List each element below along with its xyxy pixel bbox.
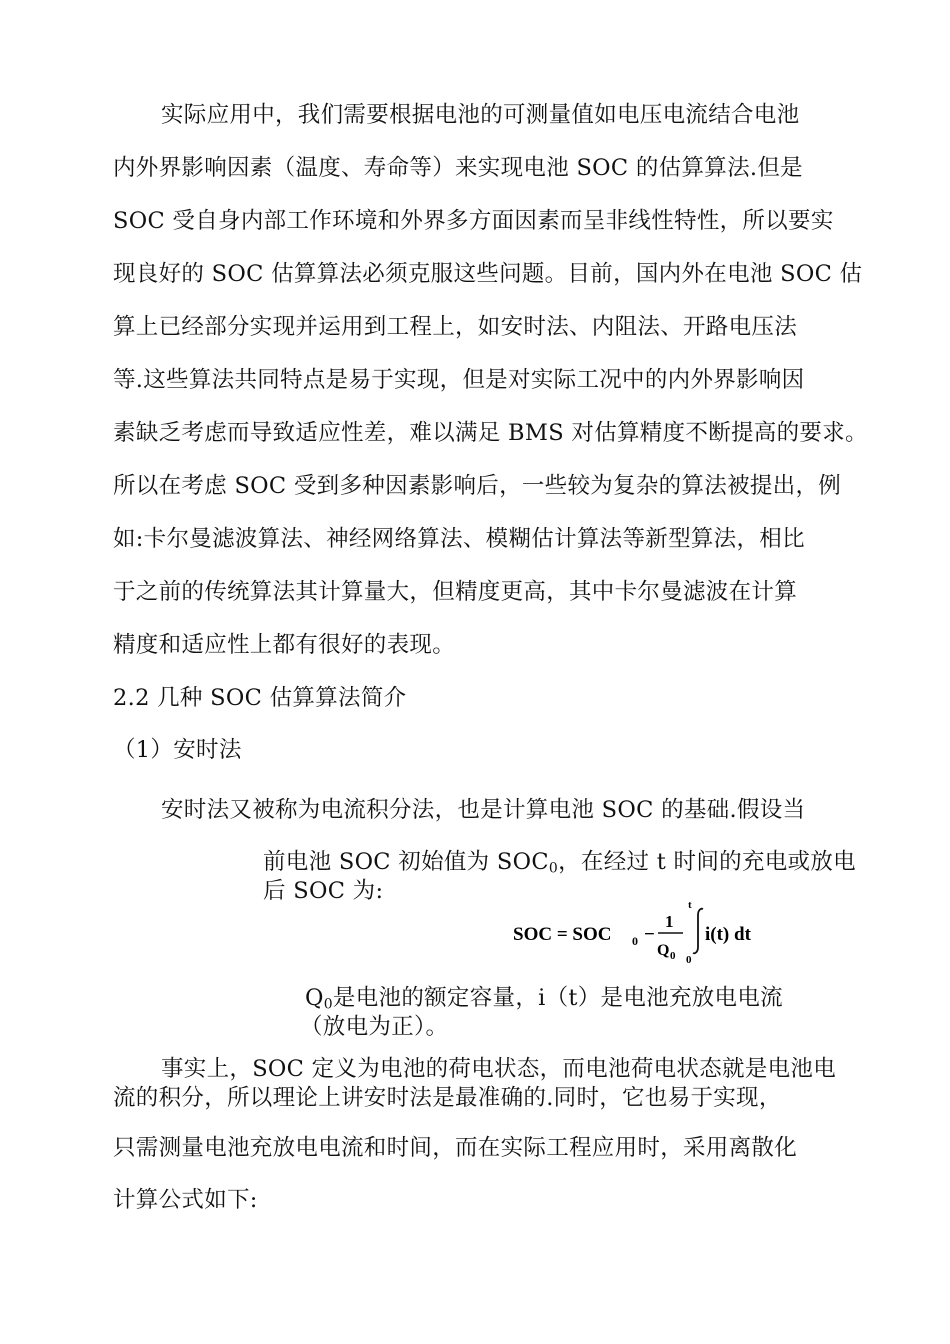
formula-upper-limit: t [688,899,692,911]
integral-sign-icon [693,909,703,954]
note-line-1-text: 是电池的额定容量，i（t）是电池充放电电流 [332,985,783,1011]
formula-denominator-subscript: 0 [670,950,676,962]
paragraph1-line-6: 等.这些算法共同特点是易于实现，但是对实际工况中的内外界影响因 [113,367,805,393]
paragraph3-line-3: 只需测量电池充放电电流和时间，而在实际工程应用时，采用离散化 [113,1135,798,1161]
note-q-symbol: Q [305,985,324,1011]
soc-formula-svg [505,897,780,967]
paragraph3-line-1: 事实上，SOC 定义为电池的荷电状态，而电池荷电状态就是电池电 [161,1056,837,1082]
soc0-subscript: 0 [548,860,559,877]
formula-lhs-subscript: 0 [632,934,638,948]
paragraph1-line-4: 现良好的 SOC 估算算法必须克服这些问题。目前，国内外在电池 SOC 估 [113,261,863,287]
paragraph1-line-1: 实际应用中，我们需要根据电池的可测量值如电压电流结合电池 [161,102,800,128]
subsection-heading: （1）安时法 [113,737,242,763]
soc-formula [505,897,780,967]
paragraph2-line-2-post: ，在经过 t 时间的充电或放电 [558,849,856,875]
formula-lower-limit: 0 [686,954,692,966]
paragraph2-line-3: 后 SOC 为: [263,878,384,904]
section-heading: 2.2 几种 SOC 估算算法简介 [113,685,407,711]
paragraph3-line-2: 流的积分，所以理论上讲安时法是最准确的.同时，它也易于实现， [113,1085,782,1111]
paragraph2-line-2-pre: 前电池 SOC 初始值为 SOC [263,849,549,875]
formula-minus: − [644,924,655,945]
formula-integrand: i(t) dt [705,924,751,945]
formula-lhs: SOC = SOC [513,924,612,945]
formula-numerator: 1 [665,912,674,931]
paragraph1-line-5: 算上已经部分实现并运用到工程上，如安时法、内阻法、开路电压法 [113,314,798,340]
paragraph1-line-7: 素缺乏考虑而导致适应性差，难以满足 BMS 对估算精度不断提高的要求。 [113,420,868,446]
note-line-2: （放电为正）。 [300,1014,449,1040]
paragraph2-line-1: 安时法又被称为电流积分法，也是计算电池 SOC 的基础.假设当 [161,797,806,823]
paragraph1-line-2: 内外界影响因素（温度、寿命等）来实现电池 SOC 的估算算法.但是 [113,155,803,181]
paragraph1-line-8: 所以在考虑 SOC 受到多种因素影响后，一些较为复杂的算法被提出，例 [113,473,842,499]
paragraph3-line-4: 计算公式如下: [113,1187,258,1213]
formula-denominator: Q [657,942,670,959]
paragraph1-line-10: 于之前的传统算法其计算量大，但精度更高，其中卡尔曼滤波在计算 [113,579,798,605]
paragraph1-line-3: SOC 受自身内部工作环境和外界多方面因素而呈非线性特性，所以要实 [113,208,834,234]
note-q-subscript: 0 [323,996,333,1013]
paragraph1-line-11: 精度和适应性上都有很好的表现。 [113,632,456,658]
paragraph1-line-9: 如:卡尔曼滤波算法、神经网络算法、模糊估计算法等新型算法，相比 [113,526,805,552]
